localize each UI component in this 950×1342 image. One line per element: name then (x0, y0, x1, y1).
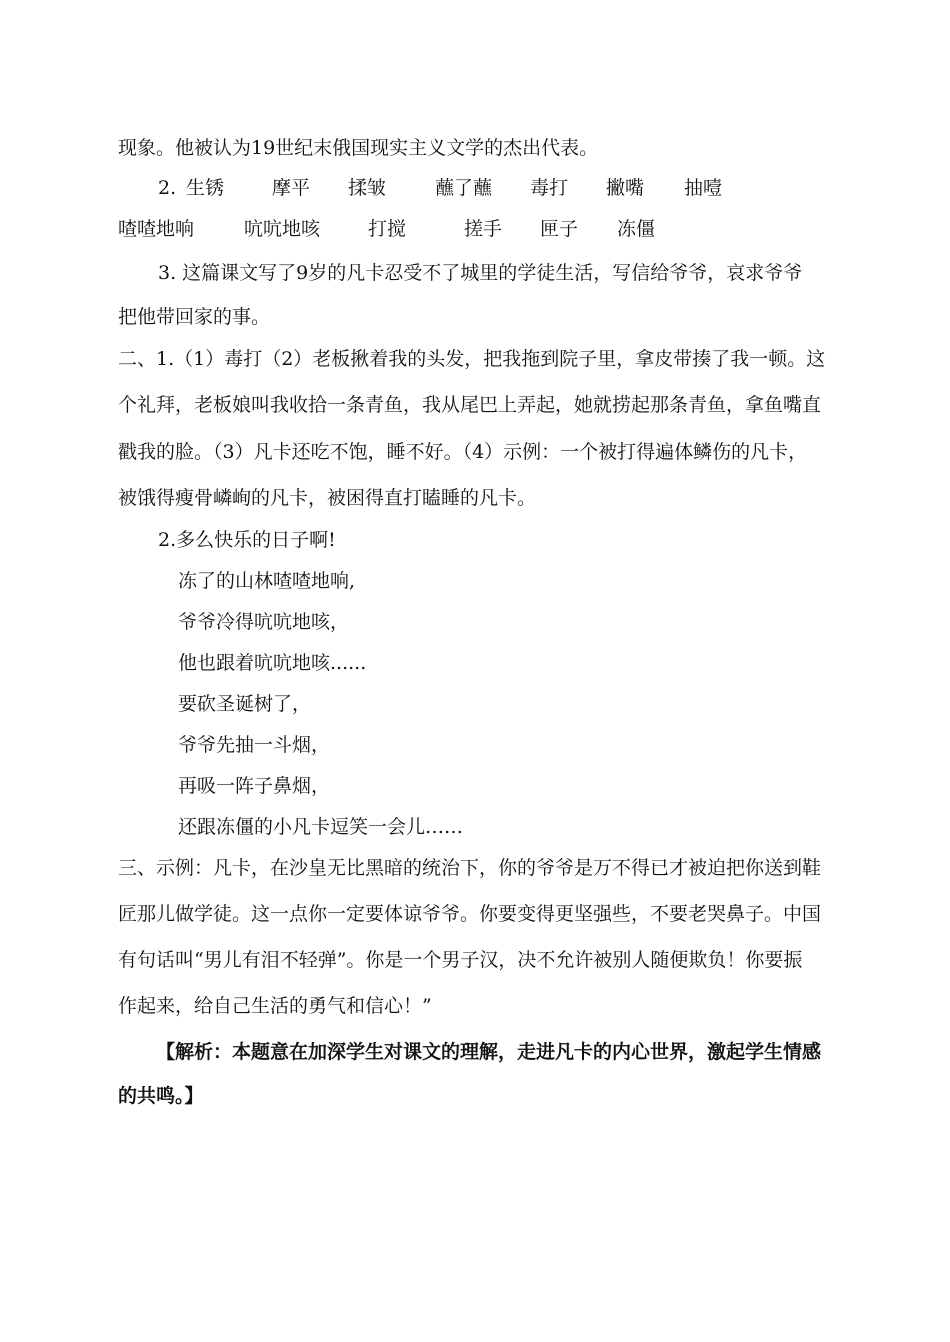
vocab-word: 揉皱 (348, 177, 387, 199)
poem-line: 要砍圣诞树了， (178, 693, 312, 715)
text-line: 现象。他被认为19世纪末俄国现实主义文学的杰出代表。 (118, 137, 599, 159)
poem-line: 再吸一阵子鼻烟， (178, 775, 331, 797)
text-line: 3. 这篇课文写了9岁的凡卡忍受不了城里的学徒生活，写信给爷爷，哀求爷爷 (158, 262, 803, 284)
vocab-word: 吭吭地咳 (244, 218, 321, 240)
vocab-word: 匣子 (540, 218, 579, 240)
vocab-word: 摩平 (272, 177, 311, 199)
vocab-word: 生锈 (186, 177, 225, 199)
poem-line: 爷爷冷得吭吭地咳， (178, 611, 350, 633)
text-line: 有句话叫“男儿有泪不轻弹”。你是一个男子汉，决不允许被别人随便欺负！你要振 (118, 949, 803, 971)
vocab-number: 2. (158, 177, 177, 199)
text-line: 戳我的脸。（3）凡卡还吃不饱，睡不好。（4）示例：一个被打得遍体鳞伤的凡卡， (118, 441, 808, 463)
vocab-word: 毒打 (530, 177, 569, 199)
poem-line: 他也跟着吭吭地咳...... (178, 652, 367, 674)
analysis-line: 【解析：本题意在加深学生对课文的理解，走进凡卡的内心世界，激起学生情感 (156, 1041, 822, 1063)
text-line: 匠那儿做学徒。这一点你一定要体谅爷爷。你要变得更坚强些，不要老哭鼻子。中国 (118, 903, 822, 925)
vocab-word: 喳喳地响 (118, 218, 195, 240)
poem-line: 还跟冻僵的小凡卡逗笑一会儿…… (178, 816, 464, 838)
poem-line: 冻了的山林喳喳地响, (178, 570, 356, 592)
vocab-word: 撇嘴 (606, 177, 645, 199)
vocab-word: 搓手 (464, 218, 503, 240)
vocab-word: 蘸了蘸 (435, 177, 493, 199)
analysis-line: 的共鸣。】 (118, 1085, 204, 1107)
text-line: 被饿得瘦骨嶙峋的凡卡，被困得直打瞌睡的凡卡。 (118, 487, 537, 509)
vocab-word: 打搅 (368, 218, 407, 240)
text-line: 三、示例：凡卡，在沙皇无比黑暗的统治下，你的爷爷是万不得已才被迫把你送到鞋 (118, 857, 822, 879)
text-line: 作起来，给自己生活的勇气和信心！” (118, 995, 432, 1017)
vocab-word: 抽噎 (684, 177, 723, 199)
vocab-word: 冻僵 (617, 218, 656, 240)
poem-line: 爷爷先抽一斗烟， (178, 734, 331, 756)
poem-title: 2.多么快乐的日子啊! (158, 529, 336, 551)
text-line: 二、1.（1）毒打（2）老板揪着我的头发，把我拖到院子里，拿皮带揍了我一顿。这 (118, 348, 826, 370)
text-line: 个礼拜，老板娘叫我收拾一条青鱼，我从尾巴上弄起，她就捞起那条青鱼，拿鱼嘴直 (118, 394, 822, 416)
text-line: 把他带回家的事。 (118, 306, 271, 328)
